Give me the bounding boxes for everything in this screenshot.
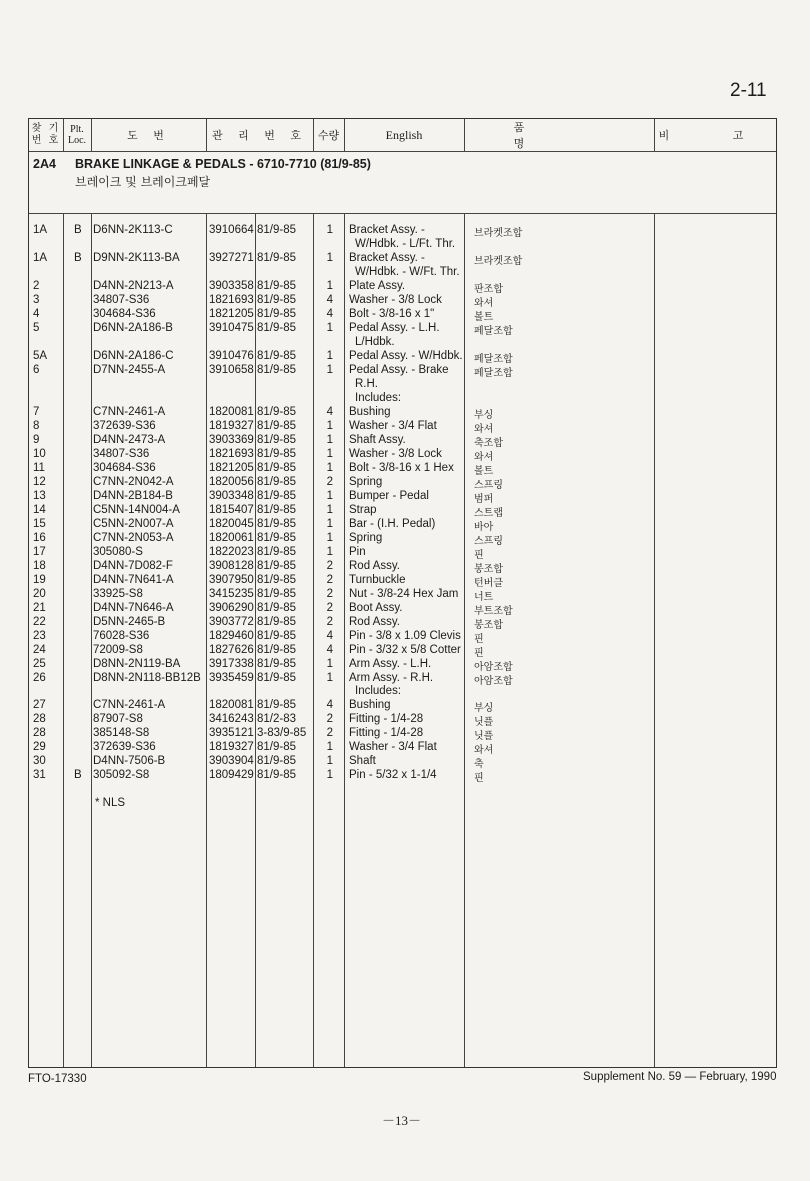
col-line [654, 119, 655, 151]
col-line [91, 119, 92, 151]
korean-name-cell: 부트조합 [474, 606, 513, 617]
english-name-cell: Rod Assy. [349, 616, 400, 628]
english-name-cell: Plate Assy. [349, 280, 406, 292]
english-name-cell: Turnbuckle [349, 574, 406, 586]
date-cell: 81/9-85 [257, 476, 297, 488]
part-number-cell: C7NN-2461-A [93, 406, 166, 418]
mgmt-number-cell: 1821693 [209, 448, 254, 460]
col-line [313, 119, 314, 151]
english-name-cell: Pin - 5/32 x 1-1/4 [349, 769, 437, 781]
ref-cell: 4 [33, 308, 40, 320]
part-number-cell: D4NN-7N646-A [93, 602, 174, 614]
english-name-cell: Shaft [349, 755, 376, 767]
ref-cell: 1A [33, 252, 48, 264]
ref-cell: 2 [33, 280, 40, 292]
date-cell: 81/9-85 [257, 504, 297, 516]
english-name-cell: Fitting - 1/4-28 [349, 727, 424, 739]
qty-cell: 1 [326, 672, 333, 684]
note: * NLS [95, 797, 126, 809]
qty-cell: 1 [326, 769, 333, 781]
date-cell: 81/9-85 [257, 308, 297, 320]
col-line [63, 119, 64, 151]
english-name-cell: Pedal Assy. - Brake [349, 364, 449, 376]
part-number-cell: D8NN-2N118-BB12B [93, 672, 201, 684]
korean-name-cell: 볼트 [474, 312, 494, 323]
english-name-cell: Bushing [349, 699, 391, 711]
header-loc-text: Plt. Loc. [67, 124, 87, 146]
ref-cell: 25 [33, 658, 46, 670]
ref-cell: 16 [33, 532, 46, 544]
col-line [344, 119, 345, 151]
mgmt-number-cell: 3917338 [209, 658, 254, 670]
part-number-cell: C7NN-2N053-A [93, 532, 174, 544]
korean-name-cell: 닛플 [474, 731, 494, 742]
korean-name-cell: 턴버클 [474, 578, 503, 589]
footer-supplement: Supplement No. 59 — February, 1990 [583, 1071, 777, 1083]
part-number-cell: D4NN-7N641-A [93, 574, 174, 586]
korean-name-cell: 너트 [474, 592, 494, 603]
korean-name-cell: 스프링 [474, 536, 503, 547]
date-cell: 81/9-85 [257, 252, 297, 264]
continuation-line: Includes: [355, 392, 402, 404]
qty-cell: 1 [326, 755, 333, 767]
qty-cell: 4 [326, 630, 333, 642]
ref-cell: 14 [33, 504, 46, 516]
qty-cell: 1 [326, 364, 333, 376]
english-name-cell: Pin - 3/8 x 1.09 Clevis [349, 630, 461, 642]
english-name-cell: Spring [349, 476, 383, 488]
korean-name-cell: 페달조합 [474, 326, 513, 337]
korean-name-cell: 와셔 [474, 745, 494, 756]
mgmt-number-cell: 3935121 [209, 727, 254, 739]
mgmt-number-cell: 3906290 [209, 602, 254, 614]
continuation-line: W/Hdbk. - L/Ft. Thr. [355, 238, 456, 250]
date-cell: 81/9-85 [257, 672, 297, 684]
continuation-line: R.H. [355, 378, 378, 390]
qty-cell: 1 [326, 322, 333, 334]
qty-cell: 2 [326, 588, 333, 600]
header-part: 도 번 [127, 129, 170, 142]
ref-cell: 10 [33, 448, 46, 460]
loc-cell: B [74, 252, 82, 264]
mgmt-number-cell: 1820061 [209, 532, 254, 544]
header-remarks: 비 고 [658, 129, 774, 142]
mgmt-number-cell: 1819327 [209, 420, 254, 432]
part-number-cell: D8NN-2N119-BA [93, 658, 181, 670]
korean-name-cell: 볼트 [474, 466, 494, 477]
ref-cell: 26 [33, 672, 46, 684]
mgmt-number-cell: 1820081 [209, 699, 254, 711]
part-number-cell: 304684-S36 [93, 308, 156, 320]
ref-cell: 28 [33, 713, 46, 725]
date-cell: 81/9-85 [257, 322, 297, 334]
qty-cell: 1 [326, 224, 333, 236]
english-name-cell: Bumper - Pedal [349, 490, 429, 502]
date-cell: 81/9-85 [257, 769, 297, 781]
qty-cell: 4 [326, 294, 333, 306]
mgmt-number-cell: 1820056 [209, 476, 254, 488]
mgmt-number-cell: 3908128 [209, 560, 254, 572]
date-cell: 81/2-83 [257, 713, 297, 725]
qty-cell: 2 [326, 602, 333, 614]
korean-name-cell: 바아 [474, 522, 494, 533]
date-cell: 3-83/9-85 [257, 727, 307, 739]
part-number-cell: C7NN-2N042-A [93, 476, 174, 488]
mgmt-number-cell: 3903369 [209, 434, 254, 446]
mgmt-number-cell: 3927271 [209, 252, 254, 264]
korean-name-cell: 범퍼 [474, 494, 494, 505]
qty-cell: 4 [326, 308, 333, 320]
mgmt-number-cell: 3910476 [209, 350, 254, 362]
korean-name-cell: 스트랩 [474, 508, 503, 519]
qty-cell: 1 [326, 350, 333, 362]
ref-cell: 5 [33, 322, 40, 334]
mgmt-number-cell: 1820081 [209, 406, 254, 418]
english-name-cell: Bolt - 3/8-16 x 1 Hex [349, 462, 454, 474]
ref-cell: 7 [33, 406, 40, 418]
mgmt-number-cell: 3910475 [209, 322, 254, 334]
korean-name-cell: 핀 [474, 773, 484, 784]
ref-cell: 31 [33, 769, 46, 781]
ref-cell: 15 [33, 518, 46, 530]
ref-cell: 21 [33, 602, 46, 614]
date-cell: 81/9-85 [257, 364, 297, 376]
ref-cell: 13 [33, 490, 46, 502]
date-cell: 81/9-85 [257, 602, 297, 614]
qty-cell: 1 [326, 518, 333, 530]
korean-name-cell: 와셔 [474, 298, 494, 309]
date-cell: 81/9-85 [257, 434, 297, 446]
english-name-cell: Pin - 3/32 x 5/8 Cotter [349, 644, 461, 656]
qty-cell: 2 [326, 713, 333, 725]
korean-name-cell: 봉조합 [474, 620, 503, 631]
part-number-cell: D6NN-2A186-C [93, 350, 174, 362]
korean-name-cell: 아암조합 [474, 676, 513, 687]
english-name-cell: Pin [349, 546, 366, 558]
mgmt-number-cell: 1821693 [209, 294, 254, 306]
col-line [91, 213, 92, 1067]
ref-cell: 19 [33, 574, 46, 586]
header-divider [29, 151, 776, 152]
mgmt-number-cell: 1819327 [209, 741, 254, 753]
ref-cell: 5A [33, 350, 48, 362]
mgmt-number-cell: 3903904 [209, 755, 254, 767]
section-title-text: BRAKE LINKAGE & PEDALS - 6710-7710 (81/9-85) [75, 157, 371, 171]
ref-cell: 12 [33, 476, 46, 488]
korean-name-cell: 페달조합 [474, 368, 513, 379]
part-number-cell: 304684-S36 [93, 462, 156, 474]
header-ref [29, 119, 63, 151]
ref-cell: 22 [33, 616, 46, 628]
mgmt-number-cell: 3910664 [209, 224, 254, 236]
ref-cell: 9 [33, 434, 40, 446]
part-number-cell: 385148-S8 [93, 727, 150, 739]
mgmt-number-cell: 3935459 [209, 672, 254, 684]
section-divider [29, 213, 776, 214]
date-cell: 81/9-85 [257, 560, 297, 572]
part-number-cell: D4NN-2B184-B [93, 490, 173, 502]
part-number-cell: C7NN-2461-A [93, 699, 166, 711]
korean-name-cell: 스프링 [474, 480, 503, 491]
ref-cell: 29 [33, 741, 46, 753]
ref-cell: 27 [33, 699, 46, 711]
col-line [63, 213, 64, 1067]
ref-cell: 28 [33, 727, 46, 739]
qty-cell: 1 [326, 532, 333, 544]
part-number-cell: D5NN-2465-B [93, 616, 166, 628]
korean-name-cell: 부싱 [474, 703, 494, 714]
part-number-cell: 33925-S8 [93, 588, 143, 600]
english-name-cell: Arm Assy. - R.H. [349, 672, 434, 684]
ref-cell: 24 [33, 644, 46, 656]
english-name-cell: Bracket Assy. - [349, 224, 425, 236]
korean-name-cell: 닛플 [474, 717, 494, 728]
ref-cell: 8 [33, 420, 40, 432]
korean-name-cell: 축조합 [474, 438, 503, 449]
english-name-cell: Nut - 3/8-24 Hex Jam [349, 588, 459, 600]
part-number-cell: D4NN-2N213-A [93, 280, 174, 292]
ref-cell: 23 [33, 630, 46, 642]
date-cell: 81/9-85 [257, 462, 297, 474]
part-number-cell: 372639-S36 [93, 420, 156, 432]
qty-cell: 2 [326, 616, 333, 628]
mgmt-number-cell: 3907950 [209, 574, 254, 586]
korean-name-cell: 부싱 [474, 410, 494, 421]
date-cell: 81/9-85 [257, 448, 297, 460]
mgmt-number-cell: 1815407 [209, 504, 254, 516]
korean-name-cell: 축 [474, 759, 484, 770]
footer-page-number: －13－ [382, 1113, 422, 1128]
part-number-cell: D4NN-7D082-F [93, 560, 173, 572]
date-cell: 81/9-85 [257, 224, 297, 236]
col-line [464, 213, 465, 1067]
date-cell: 81/9-85 [257, 294, 297, 306]
korean-name-cell: 브라켓조합 [474, 228, 523, 239]
date-cell: 81/9-85 [257, 574, 297, 586]
section-code: 2A4 [33, 157, 56, 171]
col-line [654, 213, 655, 1067]
korean-name-cell: 와셔 [474, 424, 494, 435]
mgmt-number-cell: 1820045 [209, 518, 254, 530]
qty-cell: 1 [326, 490, 333, 502]
part-number-cell: 305080-S [93, 546, 143, 558]
ref-cell: 11 [33, 462, 45, 474]
part-number-cell: 87907-S8 [93, 713, 143, 725]
english-name-cell: Washer - 3/4 Flat [349, 420, 437, 432]
mgmt-number-cell: 3903348 [209, 490, 254, 502]
english-name-cell: Strap [349, 504, 377, 516]
continuation-line: L/Hdbk. [355, 336, 395, 348]
col-line [206, 213, 207, 1067]
mgmt-number-cell: 3415235 [209, 588, 254, 600]
part-number-cell: 72009-S8 [93, 644, 143, 656]
mgmt-number-cell: 1821205 [209, 308, 254, 320]
part-number-cell: C5NN-2N007-A [93, 518, 174, 530]
korean-name-cell: 핀 [474, 648, 484, 659]
english-name-cell: Spring [349, 532, 383, 544]
qty-cell: 4 [326, 406, 333, 418]
korean-name-cell: 브라켓조합 [474, 256, 523, 267]
qty-cell: 1 [326, 434, 333, 446]
english-name-cell: Fitting - 1/4-28 [349, 713, 424, 725]
qty-cell: 1 [326, 462, 333, 474]
korean-name-cell: 판조합 [474, 284, 503, 295]
english-name-cell: Boot Assy. [349, 602, 403, 614]
part-number-cell: D4NN-2473-A [93, 434, 166, 446]
qty-cell: 4 [326, 644, 333, 656]
ref-cell: 3 [33, 294, 40, 306]
ref-cell: 20 [33, 588, 46, 600]
parts-table [28, 118, 777, 1068]
english-name-cell: Washer - 3/8 Lock [349, 294, 442, 306]
ref-cell: 30 [33, 755, 46, 767]
mgmt-number-cell: 1809429 [209, 769, 254, 781]
korean-name-cell: 와셔 [474, 452, 494, 463]
qty-cell: 1 [326, 741, 333, 753]
date-cell: 81/9-85 [257, 406, 297, 418]
section-title [33, 157, 371, 171]
mgmt-number-cell: 1829460 [209, 630, 254, 642]
korean-name-cell: 핀 [474, 550, 484, 561]
korean-name-cell: 핀 [474, 634, 484, 645]
korean-name-cell: 페달조합 [474, 354, 513, 365]
date-cell: 81/9-85 [257, 518, 297, 530]
date-cell: 81/9-85 [257, 490, 297, 502]
english-name-cell: Bracket Assy. - [349, 252, 425, 264]
date-cell: 81/9-85 [257, 280, 297, 292]
date-cell: 81/9-85 [257, 350, 297, 362]
qty-cell: 1 [326, 504, 333, 516]
date-cell: 81/9-85 [257, 755, 297, 767]
qty-cell: 1 [326, 280, 333, 292]
part-number-cell: D6NN-2A186-B [93, 322, 173, 334]
footer-doc-number: FTO-17330 [28, 1073, 87, 1085]
section-korean: 브레이크 및 브레이크페달 [75, 175, 211, 189]
continuation-line: W/Hdbk. - W/Ft. Thr. [355, 266, 460, 278]
part-number-cell: 372639-S36 [93, 741, 156, 753]
part-number-cell: 34807-S36 [93, 294, 150, 306]
qty-cell: 1 [326, 252, 333, 264]
mgmt-number-cell: 1822023 [209, 546, 254, 558]
qty-cell: 1 [326, 448, 333, 460]
part-number-cell: D6NN-2K113-C [93, 224, 173, 236]
date-cell: 81/9-85 [257, 546, 297, 558]
qty-cell: 2 [326, 574, 333, 586]
part-number-cell: C5NN-14N004-A [93, 504, 180, 516]
korean-name-cell: 봉조합 [474, 564, 503, 575]
english-name-cell: Arm Assy. - L.H. [349, 658, 432, 670]
mgmt-number-cell: 3416243 [209, 713, 254, 725]
date-cell: 81/9-85 [257, 699, 297, 711]
date-cell: 81/9-85 [257, 616, 297, 628]
page-label: 2-11 [730, 80, 767, 101]
korean-name-cell: 아암조합 [474, 662, 513, 673]
part-number-cell: D7NN-2455-A [93, 364, 166, 376]
date-cell: 81/9-85 [257, 644, 297, 656]
header-loc [63, 119, 91, 151]
qty-cell: 2 [326, 476, 333, 488]
english-name-cell: Washer - 3/8 Lock [349, 448, 442, 460]
qty-cell: 2 [326, 727, 333, 739]
header-korean: 품 명 [513, 121, 605, 150]
mgmt-number-cell: 3903772 [209, 616, 254, 628]
date-cell: 81/9-85 [257, 741, 297, 753]
date-cell: 81/9-85 [257, 588, 297, 600]
part-number-cell: 34807-S36 [93, 448, 150, 460]
header-ref-text: 찾 기 번 호 [31, 123, 61, 146]
english-name-cell: Washer - 3/4 Flat [349, 741, 437, 753]
english-name-cell: Pedal Assy. - W/Hdbk. [349, 350, 463, 362]
ref-cell: 18 [33, 560, 46, 572]
qty-cell: 2 [326, 560, 333, 572]
english-name-cell: Rod Assy. [349, 560, 400, 572]
header-english: English [385, 127, 423, 142]
mgmt-number-cell: 3903358 [209, 280, 254, 292]
date-cell: 81/9-85 [257, 532, 297, 544]
ref-cell: 6 [33, 364, 40, 376]
part-number-cell: D4NN-7506-B [93, 755, 166, 767]
qty-cell: 1 [326, 546, 333, 558]
qty-cell: 1 [326, 658, 333, 670]
col-line [206, 119, 207, 151]
date-cell: 81/9-85 [257, 420, 297, 432]
continuation-line: Includes: [355, 685, 402, 697]
english-name-cell: Bushing [349, 406, 391, 418]
col-line [344, 213, 345, 1067]
qty-cell: 4 [326, 699, 333, 711]
loc-cell: B [74, 224, 82, 236]
ref-cell: 1A [33, 224, 48, 236]
header-qty: 수량 [317, 129, 340, 142]
loc-cell: B [74, 769, 82, 781]
part-number-cell: D9NN-2K113-BA [93, 252, 180, 264]
ref-cell: 17 [33, 546, 46, 558]
qty-cell: 1 [326, 420, 333, 432]
date-cell: 81/9-85 [257, 630, 297, 642]
english-name-cell: Bar - (I.H. Pedal) [349, 518, 436, 530]
mgmt-number-cell: 1827626 [209, 644, 254, 656]
header-mgmt: 관 리 번 호 [212, 129, 307, 142]
english-name-cell: Shaft Assy. [349, 434, 406, 446]
mgmt-number-cell: 1821205 [209, 462, 254, 474]
col-line [464, 119, 465, 151]
date-cell: 81/9-85 [257, 658, 297, 670]
part-number-cell: 305092-S8 [93, 769, 150, 781]
english-name-cell: Bolt - 3/8-16 x 1" [349, 308, 435, 320]
mgmt-number-cell: 3910658 [209, 364, 254, 376]
col-line [255, 213, 256, 1067]
part-number-cell: 76028-S36 [93, 630, 150, 642]
english-name-cell: Pedal Assy. - L.H. [349, 322, 440, 334]
